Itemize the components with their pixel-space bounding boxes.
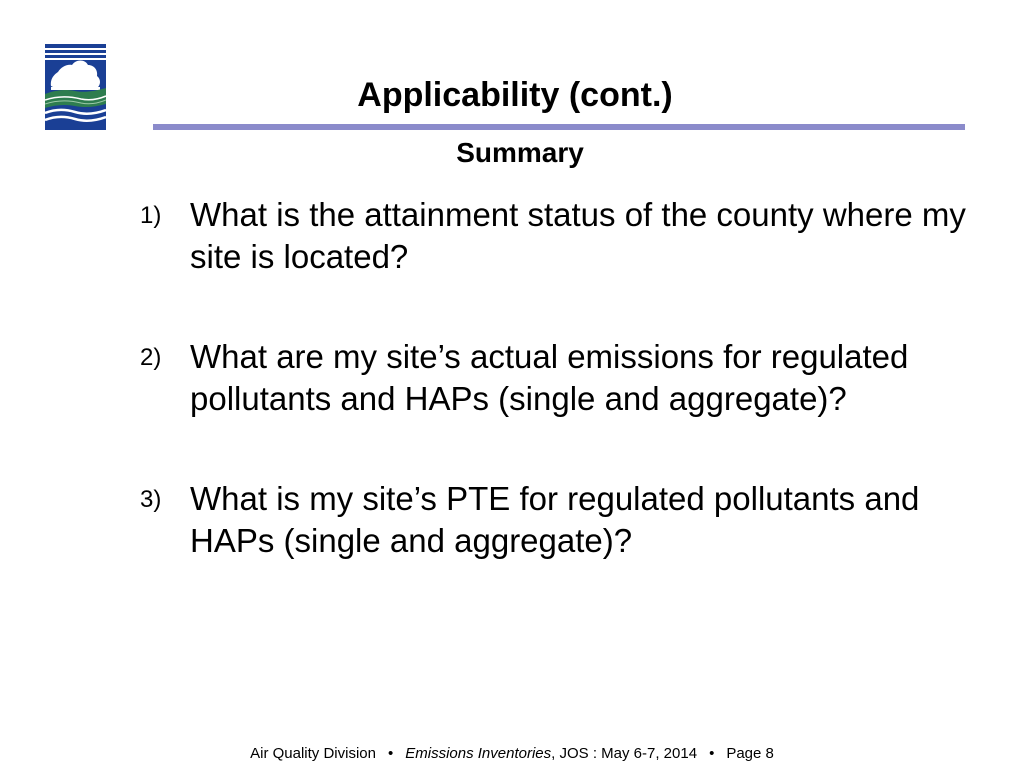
- list-item-text: What is the attainment status of the county where my site is located?: [190, 196, 966, 275]
- list-item-number: 1): [140, 202, 162, 229]
- footer-event: , JOS : May 6-7, 2014: [551, 745, 698, 762]
- slide-subtitle: Summary: [456, 137, 584, 168]
- list-item-number: 3): [140, 486, 162, 513]
- footer-division: Air Quality Division: [250, 745, 376, 762]
- slide-footer: [0, 744, 1024, 764]
- footer-separator: •: [387, 745, 394, 762]
- footer-page-number: Page 8: [726, 745, 774, 762]
- title-divider: [153, 124, 965, 130]
- list-item-text: What are my site’s actual emissions for regulated pollutants and HAPs (single and aggregate)?: [190, 338, 909, 417]
- list-item: [140, 194, 980, 278]
- question-list: [140, 194, 980, 562]
- footer-separator: •: [709, 745, 715, 762]
- slide-title: Applicability (cont.): [357, 76, 673, 114]
- list-item: [140, 478, 980, 562]
- list-item-number: 2): [140, 344, 162, 371]
- footer-program: Emissions Inventories: [405, 745, 552, 762]
- list-item: [140, 336, 980, 420]
- michigan-deq-logo-icon: [45, 44, 106, 130]
- list-item-text: What is my site’s PTE for regulated pollutants and HAPs (single and aggregate)?: [190, 480, 920, 559]
